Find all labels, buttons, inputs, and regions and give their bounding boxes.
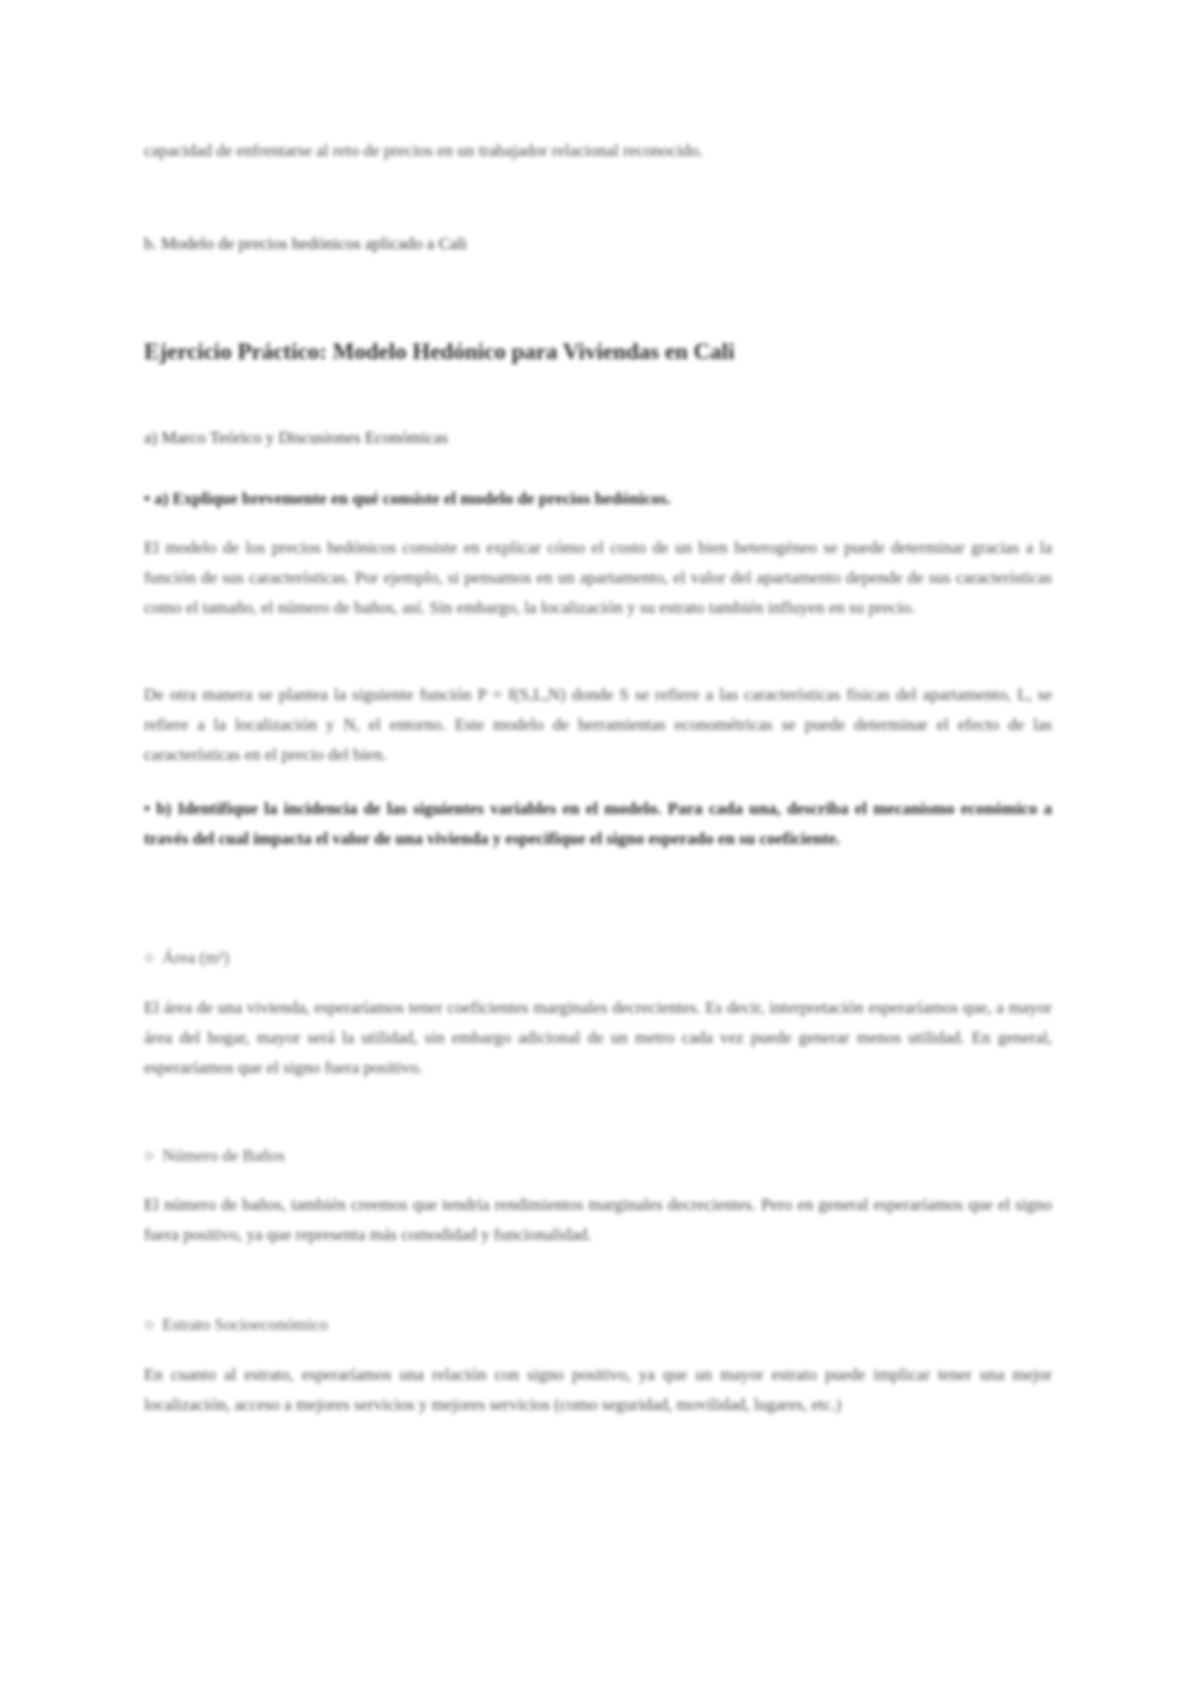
subheading-area-row [144, 943, 1052, 973]
bullet-1-text: • a) Explique brevemente en qué consiste el modelo de precios hedónicos. [144, 489, 671, 508]
intro-text: capacidad de enfrentarse al reto de precios en un trabajador relacional reconocido. [144, 141, 703, 160]
bullet-question-2 [144, 794, 1052, 854]
paragraph-4 [144, 1190, 1052, 1250]
subheading-estrato-text: Estrato Socioeconómico [162, 1315, 328, 1334]
intro-paragraph [144, 136, 1052, 166]
bullet-2-text: • b) Identifique la incidencia de las siguientes variables en el modelo. Para cada una, describa el mecanismo económico a través del cual impacta el valor de una vivienda y especifique el signo esperado en su coeficiente. [144, 799, 1052, 848]
subheading-estrato-row [144, 1310, 1052, 1340]
section-a-heading [144, 423, 1052, 453]
paragraph-4-text: El número de baños, también creemos que tendría rendimientos marginales decrecientes. Pero en general esperaríamos que el signo fuera positivo, ya que representa más comodidad y funcionalidad. [144, 1195, 1052, 1244]
paragraph-2-text: De otra manera se plantea la siguiente función P = f(S,L,N) donde S se refiere a las características físicas del apartamento, L, se refiere a la localización y N, el entorno. Este modelo de herramientas econométricas se puede determinar el efecto de las características en el precio del bien. [144, 685, 1052, 764]
paragraph-2 [144, 680, 1052, 770]
section-a-text: a) Marco Teórico y Discusiones Económicas [144, 428, 448, 447]
circle-bullet-icon: ○ [144, 1146, 155, 1165]
circle-bullet-icon: ○ [144, 1315, 155, 1334]
paragraph-3-text: El área de una vivienda, esperaríamos tener coeficientes marginales decrecientes. Es decir, interpretación esperaríamos que, a mayor área del hogar, mayor será la utilidad, sin embargo adicional de un metro cada vez puede generar menos utilidad. En general, esperaríamos que el signo fuera positivo. [144, 998, 1052, 1077]
circle-bullet-icon: ○ [144, 948, 155, 967]
subheading-banos-text: Número de Baños [162, 1146, 286, 1165]
subheading-banos [144, 1141, 1052, 1171]
main-title [144, 336, 1052, 368]
main-title-text: Ejercicio Práctico: Modelo Hedónico para Viviendas en Cali [144, 339, 735, 364]
paragraph-3 [144, 993, 1052, 1083]
subheading-area-text: Área (m²) [162, 948, 230, 967]
paragraph-5 [144, 1360, 1052, 1420]
paragraph-1 [144, 533, 1052, 623]
subheading-banos-row [144, 1141, 1052, 1171]
subheading-estrato [144, 1310, 1052, 1340]
bullet-question-1 [144, 484, 1052, 514]
list-item-b-text: b. Modelo de precios hedónicos aplicado a Cali [144, 234, 467, 253]
paragraph-5-text: En cuanto al estrato, esperaríamos una relación con signo positivo, ya que un mayor estrato puede implicar tener una mejor localización, acceso a mejores servicios y mejores servicios (como seguridad, movilidad, lugares, etc.) [144, 1365, 1052, 1414]
subheading-area [144, 943, 1052, 973]
paragraph-1-text: El modelo de los precios hedónicos consiste en explicar cómo el costo de un bien heterogéneo se puede determinar gracias a la función de sus características. Por ejemplo, si pensamos en un apartamento, el valor del apartamento depende de sus características como el tamaño, el número de baños, así. Sin embargo, la localización y su estrato también influyen en su precio. [144, 538, 1052, 617]
list-item-b [144, 229, 1052, 259]
